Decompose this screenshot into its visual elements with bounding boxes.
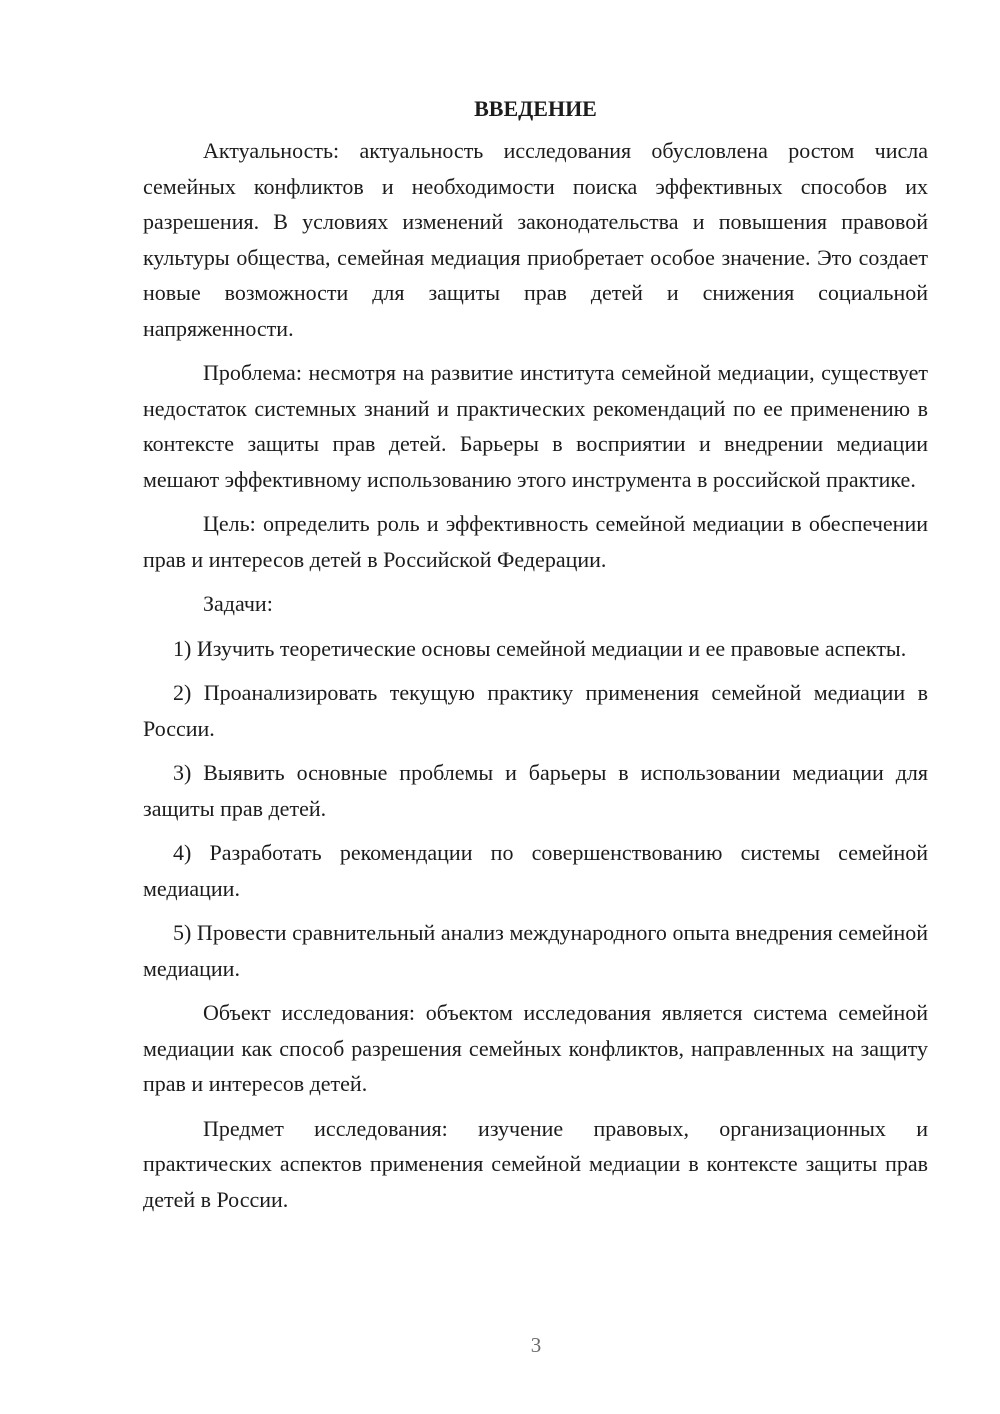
problem-paragraph: Проблема: несмотря на развитие института семейной медиации, существует недостаток системных знаний и практических рекомендаций по ее применению в контексте защиты прав детей. Барьеры в восприятии и внедрении медиации мешают эффективному использованию этого инструмента в российской практике. <box>143 360 928 492</box>
page-number: 3 <box>530 1333 542 1357</box>
object-paragraph: Объект исследования: объектом исследования является система семейной медиации как способ разрешения семейных конфликтов, направленных на защиту прав и интересов детей. <box>143 1000 928 1096</box>
document-page <box>143 92 928 1217</box>
task-item-1: 1) Изучить теоретические основы семейной медиации и ее правовые аспекты. <box>173 635 907 661</box>
subject-paragraph: Предмет исследования: изучение правовых, организационных и практических аспектов применения семейной медиации в контексте защиты прав детей в России. <box>143 1115 928 1212</box>
relevance-paragraph: Актуальность: актуальность исследования обусловлена ростом числа семейных конфликтов и необходимости поиска эффективных способов их разрешения. В условиях изменений законодательства и повышения правовой культуры общества, семейная медиация приобретает особое значение. Это создает новые возможности для защиты прав детей и снижения социальной напряженности. <box>143 138 928 341</box>
goal-paragraph: Цель: определить роль и эффективность семейной медиации в обеспечении прав и интересов детей в Российской Федерации. <box>143 511 928 572</box>
task-item-4: 4) Разработать рекомендации по совершенствованию системы семейной медиации. <box>143 840 928 901</box>
task-item-2: 2) Проанализировать текущую практику применения семейной медиации в России. <box>143 680 928 741</box>
task-item-3: 3) Выявить основные проблемы и барьеры в использовании медиации для защиты прав детей. <box>143 760 928 821</box>
section-title: ВВЕДЕНИЕ <box>474 96 597 121</box>
task-item-5: 5) Провести сравнительный анализ международного опыта внедрения семейной медиации. <box>143 920 928 981</box>
tasks-heading: Задачи: <box>203 591 273 616</box>
